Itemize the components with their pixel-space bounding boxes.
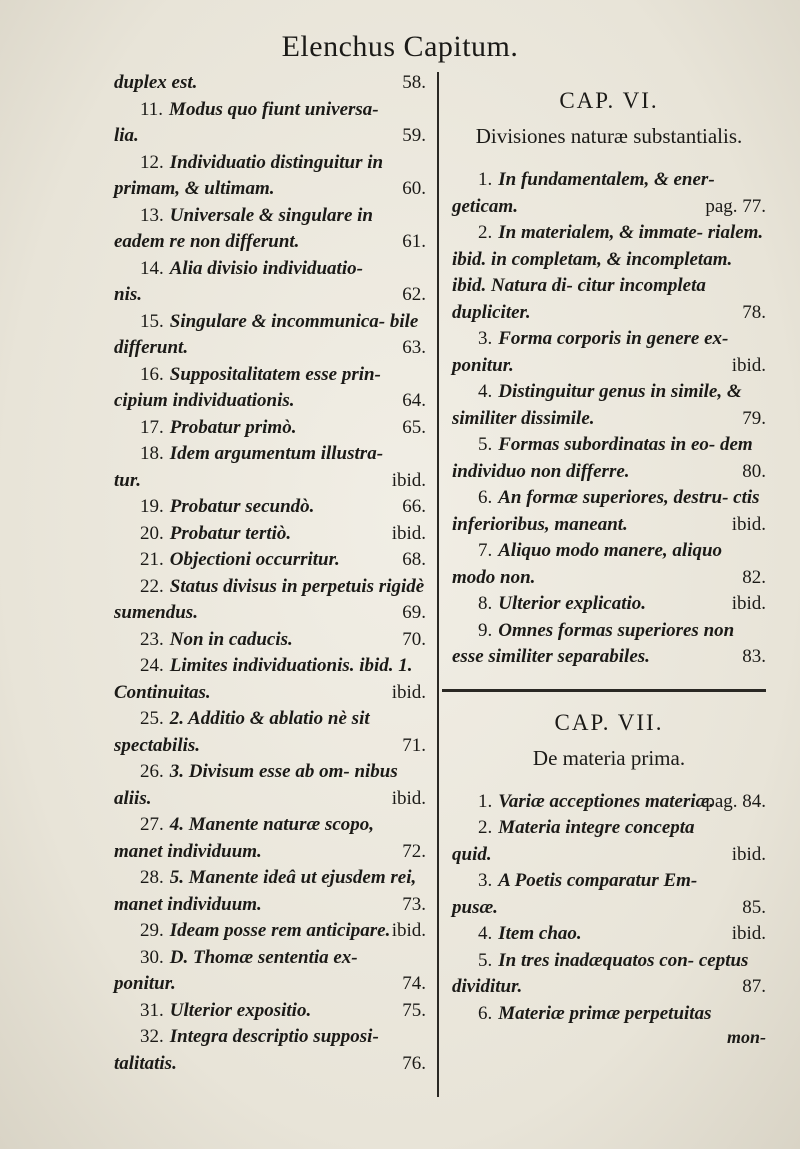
entry-number: 29. bbox=[140, 920, 164, 941]
entry-text: Aliquo modo manere, aliquo modo non. bbox=[452, 540, 723, 588]
toc-entry bbox=[114, 256, 426, 309]
entry-page: 61. bbox=[402, 231, 426, 252]
entry-page: 68. bbox=[402, 549, 426, 570]
toc-entry bbox=[114, 812, 426, 865]
toc-entry bbox=[114, 362, 426, 415]
toc-entry bbox=[452, 220, 766, 326]
toc-entry bbox=[114, 494, 426, 521]
cap7-subtitle: De materia prima. bbox=[532, 745, 686, 770]
entry-page: 85. bbox=[742, 896, 766, 918]
toc-entry bbox=[452, 1001, 766, 1028]
entry-text: Ideam posse rem anticipare. bbox=[169, 920, 391, 941]
entry-page: pag. 77. bbox=[705, 195, 766, 217]
entry-number: 16. bbox=[140, 363, 164, 385]
entry-number: 26. bbox=[140, 761, 164, 782]
entry-text: Status divisus in perpetuis rigidè sumendus. bbox=[114, 575, 425, 623]
entry-text: Formas subordinatas in eo- dem individuo non differre. bbox=[452, 434, 753, 482]
entry-text: Singulare & incommunica- bile differunt. bbox=[114, 310, 419, 358]
toc-entry bbox=[114, 627, 426, 654]
entry-page: 83. bbox=[742, 646, 766, 667]
toc-entry bbox=[114, 945, 426, 998]
toc-entry bbox=[114, 918, 426, 945]
entry-number: 19. bbox=[140, 496, 164, 517]
entry-text: Forma corporis in genere ex- ponitur. bbox=[452, 328, 729, 376]
entry-number: 27. bbox=[140, 814, 164, 835]
entry-number: 6. bbox=[478, 487, 493, 508]
entry-text: Probatur secundò. bbox=[169, 496, 315, 517]
entry-page: ibid. bbox=[731, 923, 766, 944]
entry-text: Limites individuationis. ibid. 1. Continuitas. bbox=[114, 655, 413, 703]
entry-number: 3. bbox=[478, 328, 493, 349]
toc-entry bbox=[452, 485, 766, 538]
toc-entry bbox=[452, 948, 766, 1001]
toc-entry bbox=[452, 868, 766, 921]
entry-text: duplex est. bbox=[114, 72, 198, 93]
entry-number: 31. bbox=[140, 999, 164, 1021]
entry-text: In materialem, & immate- rialem. ibid. in completam, & incompletam. ibid. Natura di- citur incompleta dupliciter. bbox=[452, 222, 764, 323]
entry-page: pag. 84. bbox=[705, 790, 766, 812]
entry-text: Idem argumentum illustra- tur. bbox=[114, 443, 384, 491]
entry-number: 28. bbox=[140, 867, 164, 888]
toc-entry bbox=[114, 759, 426, 812]
entry-text: 3. Divisum esse ab om- nibus aliis. bbox=[114, 761, 398, 809]
toc-entry bbox=[452, 432, 766, 485]
entry-page: 75. bbox=[402, 999, 426, 1021]
entry-number: 30. bbox=[140, 946, 164, 968]
entry-text: Modus quo fiunt universa- lia. bbox=[114, 98, 379, 146]
entry-page: 80. bbox=[742, 460, 766, 482]
entry-page: 63. bbox=[402, 337, 426, 358]
entry-page: ibid. bbox=[391, 787, 426, 809]
entry-number: 18. bbox=[140, 443, 164, 464]
entry-text: Materiæ primæ perpetuitas bbox=[498, 1002, 712, 1024]
toc-entry bbox=[452, 789, 766, 816]
toc-entry bbox=[114, 998, 426, 1025]
entry-page: 69. bbox=[402, 602, 426, 623]
toc-entry bbox=[114, 706, 426, 759]
entry-number: 32. bbox=[140, 1026, 164, 1047]
entry-text: 4. Manente naturæ scopo, manet individuum. bbox=[114, 814, 375, 862]
entry-page: 82. bbox=[742, 566, 766, 588]
entry-page: 72. bbox=[402, 840, 426, 862]
entry-page: 79. bbox=[742, 407, 766, 429]
entry-page: ibid. bbox=[391, 522, 426, 544]
entry-number: 4. bbox=[478, 381, 493, 402]
entry-page: 62. bbox=[402, 284, 426, 305]
toc-entry bbox=[114, 865, 426, 918]
cap6-entries bbox=[452, 167, 766, 671]
cap6-title: CAP. VI. bbox=[559, 88, 659, 113]
toc-entry bbox=[114, 415, 426, 442]
entry-page: 76. bbox=[402, 1052, 426, 1074]
entry-number: 9. bbox=[478, 619, 493, 641]
toc-entry bbox=[452, 921, 766, 948]
entry-number: 1. bbox=[478, 169, 493, 190]
entry-number: 14. bbox=[140, 257, 164, 279]
entry-text: Non in caducis. bbox=[169, 628, 293, 650]
toc-entry bbox=[452, 379, 766, 432]
entry-text: In tres inadæquatos con- ceptus dividitur. bbox=[452, 949, 749, 997]
entry-number: 5. bbox=[478, 949, 493, 971]
entry-number: 17. bbox=[140, 416, 164, 438]
column-divider bbox=[437, 72, 439, 1097]
entry-page: 60. bbox=[402, 178, 426, 199]
entry-number: 15. bbox=[140, 310, 164, 332]
entry-page: 78. bbox=[742, 301, 766, 323]
entry-page: ibid. bbox=[731, 593, 766, 614]
entry-number: 23. bbox=[140, 628, 164, 650]
entry-page: 71. bbox=[402, 734, 426, 756]
entry-text: Probatur tertiò. bbox=[169, 522, 292, 544]
entry-number: 4. bbox=[478, 923, 493, 944]
page-header: Elenchus Capitum. bbox=[281, 30, 519, 63]
entry-number: 12. bbox=[140, 151, 164, 173]
entry-number: 7. bbox=[478, 540, 493, 561]
entry-number: 1. bbox=[478, 790, 493, 812]
entry-text: An formæ superiores, destru- ctis inferioribus, maneant. bbox=[452, 487, 760, 535]
entry-number: 22. bbox=[140, 575, 164, 597]
entry-page: 65. bbox=[402, 416, 426, 438]
cap7-entries bbox=[452, 789, 766, 1028]
entry-number: 2. bbox=[478, 222, 493, 243]
toc-entry bbox=[114, 547, 426, 574]
toc-entry bbox=[114, 70, 426, 97]
entry-text: 5. Manente ideâ ut ejusdem rei, manet individuum. bbox=[114, 867, 417, 915]
entry-number: 8. bbox=[478, 593, 493, 614]
entry-text: Materia integre concepta quid. bbox=[452, 817, 695, 865]
entry-page: ibid. bbox=[731, 513, 766, 535]
entry-page: 87. bbox=[742, 976, 766, 997]
catchword: mon- bbox=[726, 1027, 766, 1047]
entry-text: In fundamentalem, & ener- geticam. bbox=[452, 169, 715, 217]
entry-text: Integra descriptio supposi- talitatis. bbox=[114, 1026, 379, 1074]
entry-number: 21. bbox=[140, 549, 164, 570]
entry-text: Ulterior explicatio. bbox=[498, 593, 647, 614]
entry-number: 25. bbox=[140, 708, 164, 729]
toc-entry bbox=[452, 538, 766, 591]
entry-number: 13. bbox=[140, 204, 164, 226]
entry-text: Omnes formas superiores non esse similiter separabiles. bbox=[452, 619, 735, 667]
entry-text: Item chao. bbox=[498, 923, 582, 944]
chapter-divider bbox=[442, 689, 766, 692]
entry-number: 3. bbox=[478, 870, 493, 891]
entry-page: 58. bbox=[402, 72, 426, 93]
toc-entry bbox=[114, 97, 426, 150]
toc-entry bbox=[114, 521, 426, 548]
entry-page: 74. bbox=[402, 973, 426, 994]
entry-text: Suppositalitatem esse prin- cipium individuationis. bbox=[114, 363, 381, 411]
entry-page: 73. bbox=[402, 893, 426, 915]
entry-page: 64. bbox=[402, 390, 426, 411]
toc-entry bbox=[114, 574, 426, 627]
entry-text: Alia divisio individuatio- nis. bbox=[114, 257, 363, 305]
right-column bbox=[452, 70, 766, 1129]
entry-number: 20. bbox=[140, 522, 164, 544]
entry-text: Objectioni occurritur. bbox=[169, 549, 340, 570]
entry-page: 70. bbox=[402, 628, 426, 650]
toc-entry bbox=[114, 653, 426, 706]
entry-page: ibid. bbox=[731, 843, 766, 865]
entry-text: D. Thomæ sententia ex- ponitur. bbox=[114, 946, 358, 994]
entry-number: 2. bbox=[478, 817, 493, 838]
left-column bbox=[114, 70, 426, 1129]
entry-text: A Poetis comparatur Em- pusæ. bbox=[452, 870, 698, 918]
toc-entry bbox=[452, 815, 766, 868]
entry-text: 2. Additio & ablatio nè sit spectabilis. bbox=[114, 708, 370, 756]
entry-page: ibid. bbox=[731, 354, 766, 376]
toc-entry bbox=[452, 618, 766, 671]
entry-number: 5. bbox=[478, 434, 493, 455]
entry-number: 6. bbox=[478, 1002, 493, 1024]
entry-text: Universale & singulare in eadem re non differunt. bbox=[114, 204, 373, 252]
entry-text: Ulterior expositio. bbox=[169, 999, 312, 1021]
toc-entry bbox=[452, 167, 766, 220]
toc-entry bbox=[114, 1024, 426, 1077]
entry-page: ibid. bbox=[391, 469, 426, 491]
cap7-title: CAP. VII. bbox=[554, 709, 664, 735]
entry-text: Distinguitur genus in simile, & similiter dissimile. bbox=[452, 381, 742, 429]
entry-page: 66. bbox=[402, 496, 426, 517]
entry-text: Probatur primò. bbox=[169, 416, 297, 438]
entry-number: 11. bbox=[140, 98, 164, 120]
toc-entry bbox=[114, 309, 426, 362]
toc-entry bbox=[114, 150, 426, 203]
entry-number: 24. bbox=[140, 655, 164, 676]
toc-entry bbox=[114, 441, 426, 494]
toc-entry bbox=[114, 203, 426, 256]
entry-page: ibid. bbox=[391, 681, 426, 703]
entry-text: Variæ acceptiones materiæ. bbox=[498, 790, 715, 812]
entry-text: Individuatio distinguitur in primam, & ultimam. bbox=[114, 151, 384, 199]
entry-page: 59. bbox=[402, 125, 426, 146]
toc-entry bbox=[452, 326, 766, 379]
entry-page: ibid. bbox=[391, 920, 426, 941]
toc-entry bbox=[452, 591, 766, 618]
cap6-subtitle: Divisiones naturæ substantialis. bbox=[475, 124, 743, 148]
